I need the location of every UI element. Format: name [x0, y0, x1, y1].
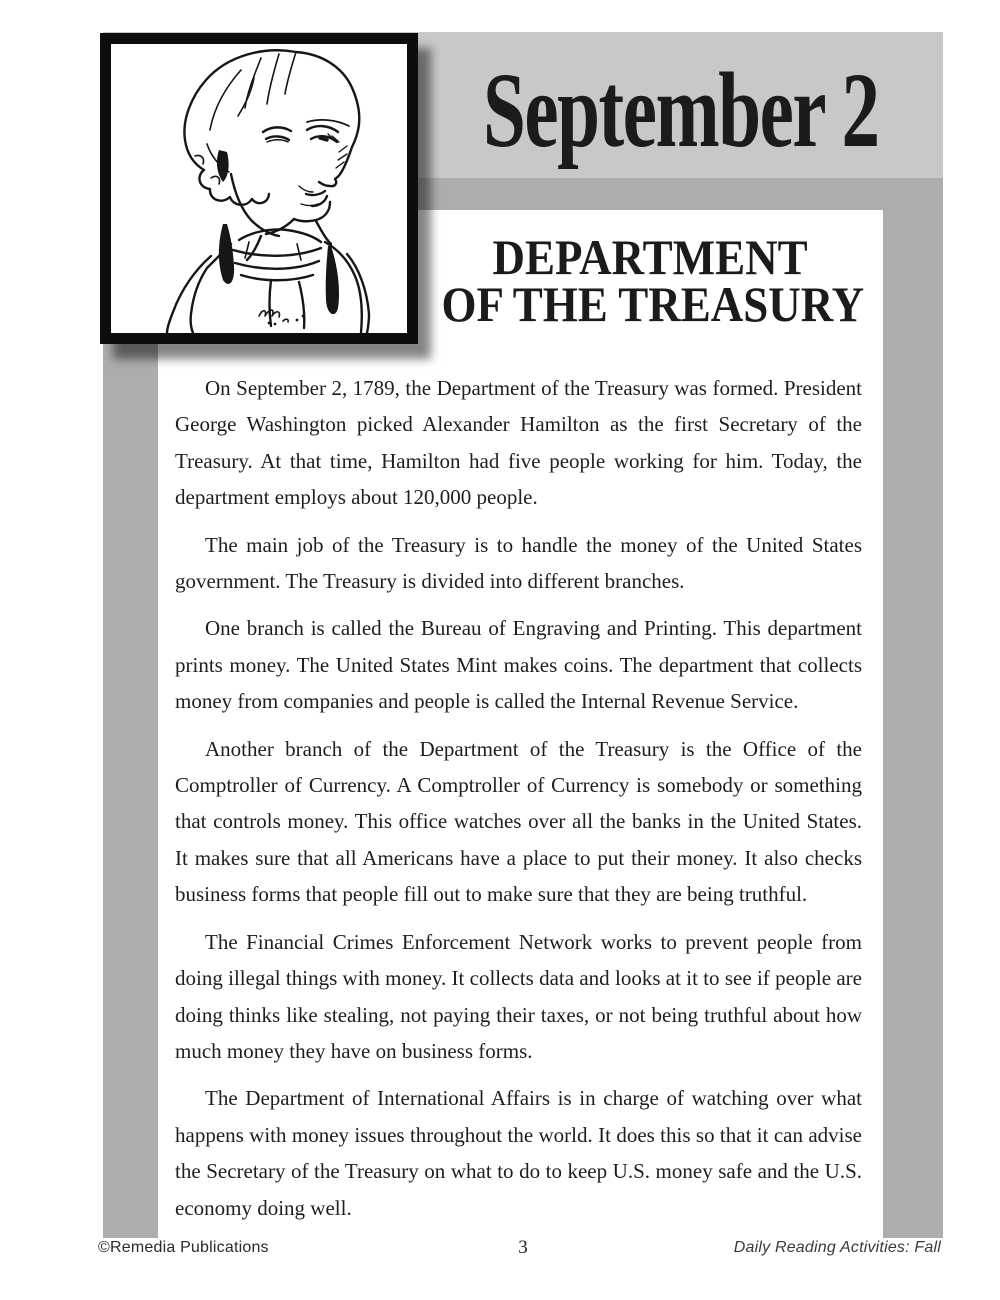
article-title — [418, 229, 883, 332]
paragraph-5: The Financial Crimes Enforcement Network works to prevent people from doing illegal things with money. It collects data and looks at it to see if people are doing thinks like stealing, not paying their taxes, or not being truthful about how much money they have on business forms. — [175, 929, 862, 1063]
paragraph-2: The main job of the Treasury is to handle the money of the United States government. The Treasury is divided into different branches. — [175, 532, 862, 594]
article-title-line1: DEPARTMENT — [492, 229, 809, 285]
hamilton-portrait-icon — [111, 44, 407, 333]
footer-publisher: ©Remedia Publications — [98, 1239, 269, 1256]
date-title — [418, 32, 943, 178]
footer-series-title: Daily Reading Activities: Fall — [733, 1239, 941, 1256]
date-title-text: September 2 — [482, 51, 879, 170]
footer-page-number: 3 — [518, 1237, 528, 1258]
paragraph-6: The Department of International Affairs is in charge of watching over what happens with money issues throughout the world. It does this so that it can advise the Secretary of the Treasury on what to do to keep U.S. money safe and the U.S. economy doing well. — [175, 1086, 862, 1220]
paragraph-1: On September 2, 1789, the Department of the Treasury was formed. President George Washington picked Alexander Hamilton as the first Secretary of the Treasury. At that time, Hamilton had five people working for him. Today, the department employs about 120,000 people. — [175, 376, 862, 510]
article-title-line2: OF THE TREASURY — [441, 276, 865, 332]
paragraph-3: One branch is called the Bureau of Engraving and Printing. This department prints money. The United States Mint makes coins. The department that collects money from companies and people is called the Internal Revenue Service. — [175, 616, 862, 714]
paragraph-4: Another branch of the Department of the Treasury is the Office of the Comptroller of Currency. A Comptroller of Currency is somebody or something that controls money. This office watches over all the banks in the United States. It makes sure that all Americans have a place to put their money. It also checks business forms that people fill out to make sure that they are being truthful. — [175, 736, 862, 907]
article-body — [175, 370, 862, 1226]
portrait-frame — [100, 33, 418, 344]
